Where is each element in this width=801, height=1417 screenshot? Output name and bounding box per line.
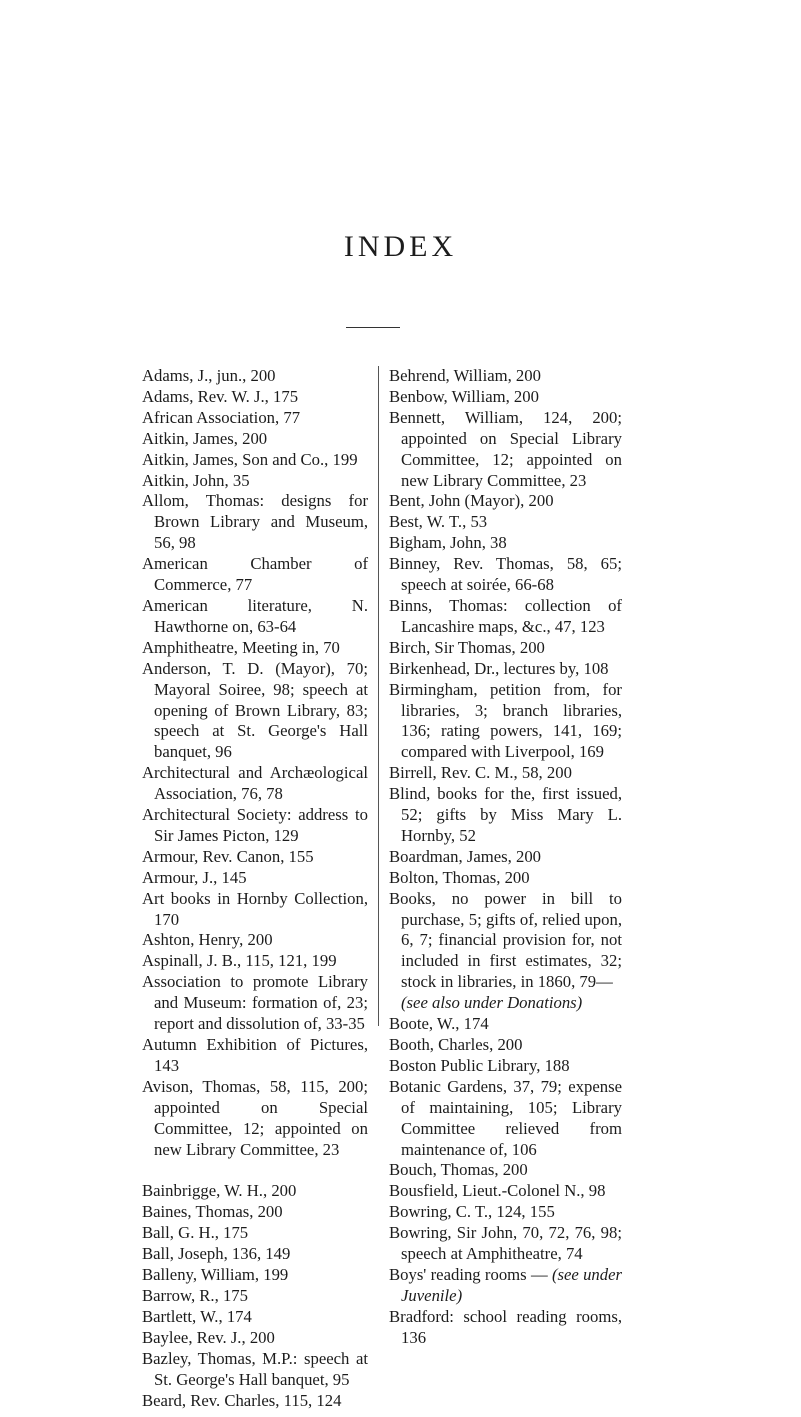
index-entry: Benbow, William, 200: [389, 386, 539, 406]
index-entry: Baines, Thomas, 200: [142, 1202, 283, 1222]
index-entry: Bolton, Thomas, 200: [389, 867, 530, 887]
index-entry: Booth, Charles, 200: [389, 1035, 523, 1054]
index-entry: Binney, Rev. Thomas, 58, 65; speech at soirée, 66-68: [389, 554, 622, 595]
index-entry: Barrow, R., 175: [142, 1285, 248, 1305]
index-entry: Association to promote Library and Museum: formation of, 23; report and dissolution of, 33-35: [142, 972, 368, 1034]
index-entry-books: [389, 889, 622, 1014]
index-entry: Bouch, Thomas, 200: [389, 1160, 528, 1180]
index-entry: Boardman, James, 200: [389, 846, 542, 866]
index-column-left: [142, 366, 368, 1411]
index-entry: Bousfield, Lieut.-Colonel N., 98: [389, 1181, 606, 1201]
index-entry: Aitkin, James, 200: [142, 428, 268, 448]
index-entry: Birmingham, petition from, for libraries, 3; branch libraries, 136; rating powers, 141, 169; compared with Liverpool, 169: [389, 679, 622, 762]
index-entry: Binns, Thomas: collection of Lancashire maps, &c., 47, 123: [389, 595, 622, 636]
index-entry: Bartlett, W., 174: [142, 1306, 252, 1326]
index-entry: Balleny, William, 199: [142, 1265, 289, 1285]
see-reference: (see under Juvenile): [401, 1264, 623, 1305]
title-rule: [346, 327, 400, 328]
index-entry: Bennett, William, 124, 200; appointed on Special Library Committee, 12; appointed on new Library Committee, 23: [389, 407, 622, 490]
index-entry: Ashton, Henry, 200: [142, 930, 273, 950]
index-entry: Bowring, C. T., 124, 155: [389, 1202, 555, 1222]
index-entry: African Association, 77: [142, 407, 301, 427]
index-column-right: [389, 366, 622, 1349]
entry-text: Books, no power in bill to purchase, 5; gifts of, relied upon, 6, 7; financial provision for, not included in first estimates, 32; stock in libraries, in 1860, 79—: [389, 888, 622, 992]
index-entry: Behrend, William, 200: [389, 366, 541, 385]
index-entry: Aspinall, J. B., 115, 121, 199: [142, 951, 337, 971]
group-spacer: [142, 1160, 368, 1181]
index-entry: Bigham, John, 38: [389, 533, 507, 553]
page-title: INDEX: [343, 230, 458, 263]
index-entry: Boston Public Library, 188: [389, 1055, 570, 1075]
index-entry: Adams, Rev. W. J., 175: [142, 386, 299, 406]
index-entry: Botanic Gardens, 37, 79; expense of maintaining, 105; Library Committee relieved from maintenance of, 106: [389, 1076, 622, 1159]
index-entry: Birch, Sir Thomas, 200: [389, 637, 545, 657]
index-entry: Anderson, T. D. (Mayor), 70; Mayoral Soiree, 98; speech at opening of Brown Library, 83; speech at St. George's Hall banquet, 96: [142, 658, 368, 762]
index-entry: Baylee, Rev. J., 200: [142, 1327, 275, 1347]
index-entry: Architectural and Archæological Association, 76, 78: [142, 763, 368, 804]
index-entry: Armour, J., 145: [142, 867, 247, 887]
index-entry: Amphitheatre, Meeting in, 70: [142, 637, 340, 657]
index-entry: Architectural Society: address to Sir James Picton, 129: [142, 805, 368, 845]
index-entry: Birkenhead, Dr., lectures by, 108: [389, 658, 609, 678]
index-entry: Bainbrigge, W. H., 200: [142, 1181, 297, 1201]
entry-group-a: [142, 366, 368, 1160]
entry-text: Boys' reading rooms —: [389, 1264, 548, 1284]
index-entry: American Chamber of Commerce, 77: [142, 554, 368, 595]
see-also-reference: (see also under Donations): [401, 993, 583, 1013]
index-entry: Bazley, Thomas, M.P.: speech at St. George's Hall banquet, 95: [142, 1348, 368, 1389]
column-divider: [378, 366, 379, 1026]
index-entry: Ball, Joseph, 136, 149: [142, 1244, 291, 1264]
index-entry: Ball, G. H., 175: [142, 1223, 249, 1243]
entry-group-b: [142, 1181, 368, 1411]
index-entry: Bent, John (Mayor), 200: [389, 491, 554, 511]
index-entry: Birrell, Rev. C. M., 58, 200: [389, 763, 572, 783]
index-entry: Bowring, Sir John, 70, 72, 76, 98; speech at Amphitheatre, 74: [389, 1223, 622, 1264]
index-entry: Avison, Thomas, 58, 115, 200; appointed on Special Committee, 12; appointed on new Library Committee, 23: [142, 1076, 368, 1159]
index-entry: Bradford: school reading rooms, 136: [389, 1306, 622, 1347]
index-entry: Allom, Thomas: designs for Brown Library and Museum, 56, 98: [142, 491, 368, 553]
index-entry-boys: [389, 1265, 622, 1307]
index-entry: Aitkin, James, Son and Co., 199: [142, 449, 358, 469]
index-entry: Art books in Hornby Collection, 170: [142, 888, 368, 929]
index-entry: Best, W. T., 53: [389, 512, 488, 532]
index-entry: Beard, Rev. Charles, 115, 124: [142, 1390, 342, 1410]
index-entry: Adams, J., jun., 200: [142, 366, 276, 385]
index-entry: Armour, Rev. Canon, 155: [142, 846, 314, 866]
index-entry: Aitkin, John, 35: [142, 470, 250, 490]
index-entry: American literature, N. Hawthorne on, 63-64: [142, 595, 368, 636]
index-entry: Autumn Exhibition of Pictures, 143: [142, 1035, 368, 1075]
index-entry: Blind, books for the, first issued, 52; gifts by Miss Mary L. Hornby, 52: [389, 784, 622, 845]
index-entry: Boote, W., 174: [389, 1014, 489, 1034]
